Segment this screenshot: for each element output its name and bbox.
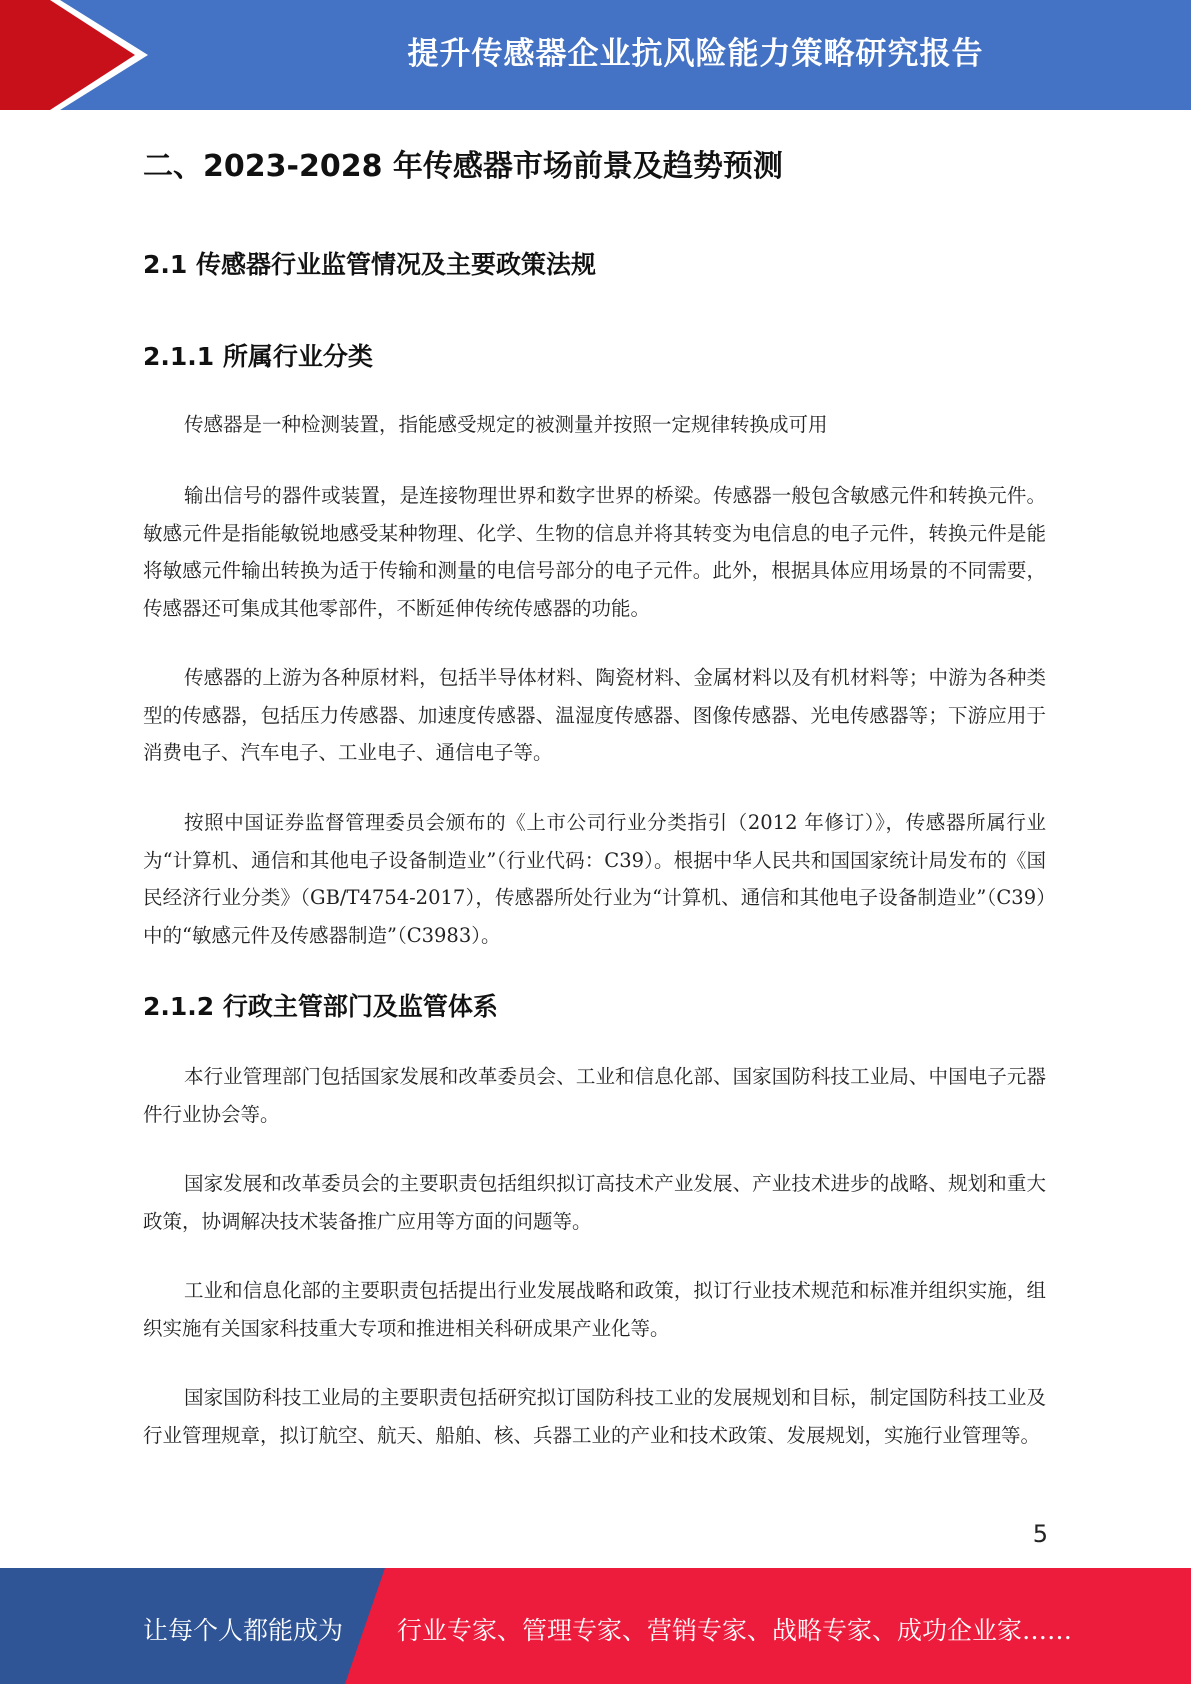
page-number: 5 xyxy=(1032,1520,1048,1548)
paragraph: 输出信号的器件或装置，是连接物理世界和数字世界的桥梁。传感器一般包含敏感元件和转换元件。敏感元件是指能敏锐地感受某种物理、化学、生物的信息并将其转变为电信息的电子元件，转换元件是能将敏感元件输出转换为适于传输和测量的电信号部分的电子元件。此外，根据具体应用场景的不同需要，传感器还可集成其他零部件，不断延伸传统传感器的功能。 xyxy=(143,484,1046,620)
paragraph: 传感器的上游为各种原材料，包括半导体材料、陶瓷材料、金属材料以及有机材料等；中游为各种类型的传感器，包括压力传感器、加速度传感器、温湿度传感器、图像传感器、光电传感器等；下游应用于消费电子、汽车电子、工业电子、通信电子等。 xyxy=(143,666,1046,764)
section-heading: 2.1 传感器行业监管情况及主要政策法规 xyxy=(143,250,596,279)
paragraph: 国家发展和改革委员会的主要职责包括组织拟订高技术产业发展、产业技术进步的战略、规划和重大政策，协调解决技术装备推广应用等方面的问题等。 xyxy=(143,1172,1046,1233)
paragraph: 传感器是一种检测装置，指能感受规定的被测量并按照一定规律转换成可用 xyxy=(184,413,828,436)
page-header-banner xyxy=(0,0,1191,110)
page-footer-banner xyxy=(0,1568,1191,1684)
report-title: 提升传感器企业抗风险能力策略研究报告 xyxy=(407,36,984,72)
footer-slogan-left: 让每个人都能成为 xyxy=(143,1616,344,1645)
footer-slogan-right: 行业专家、管理专家、营销专家、战略专家、成功企业家…… xyxy=(397,1616,1073,1645)
paragraph: 本行业管理部门包括国家发展和改革委员会、工业和信息化部、国家国防科技工业局、中国电子元器件行业协会等。 xyxy=(143,1065,1046,1126)
subsection-heading-industry-classification: 2.1.1 所属行业分类 xyxy=(143,342,373,371)
paragraph: 国家国防科技工业局的主要职责包括研究拟订国防科技工业的发展规划和目标，制定国防科技工业及行业管理规章，拟订航空、航天、船舶、核、兵器工业的产业和技术政策、发展规划，实施行业管理等。 xyxy=(143,1386,1046,1447)
paragraph: 按照中国证券监督管理委员会颁布的《上市公司行业分类指引（2012 年修订）》，传感器所属行业为“计算机、通信和其他电子设备制造业”（行业代码：C39）。根据中华人民共和国国家统计局发布的《国民经济行业分类》（GB/T4754-2017），传感器所处行业为“计算机、通信和其他电子设备制造业”（C39）中的“敏感元件及传感器制造”（C3983）。 xyxy=(143,811,1046,947)
paragraph: 工业和信息化部的主要职责包括提出行业发展战略和政策，拟订行业技术规范和标准并组织实施，组织实施有关国家科技重大专项和推进相关科研成果产业化等。 xyxy=(143,1279,1046,1340)
subsection-heading-regulatory-system: 2.1.2 行政主管部门及监管体系 xyxy=(143,992,498,1021)
chapter-heading: 二、2023-2028 年传感器市场前景及趋势预测 xyxy=(143,149,783,184)
